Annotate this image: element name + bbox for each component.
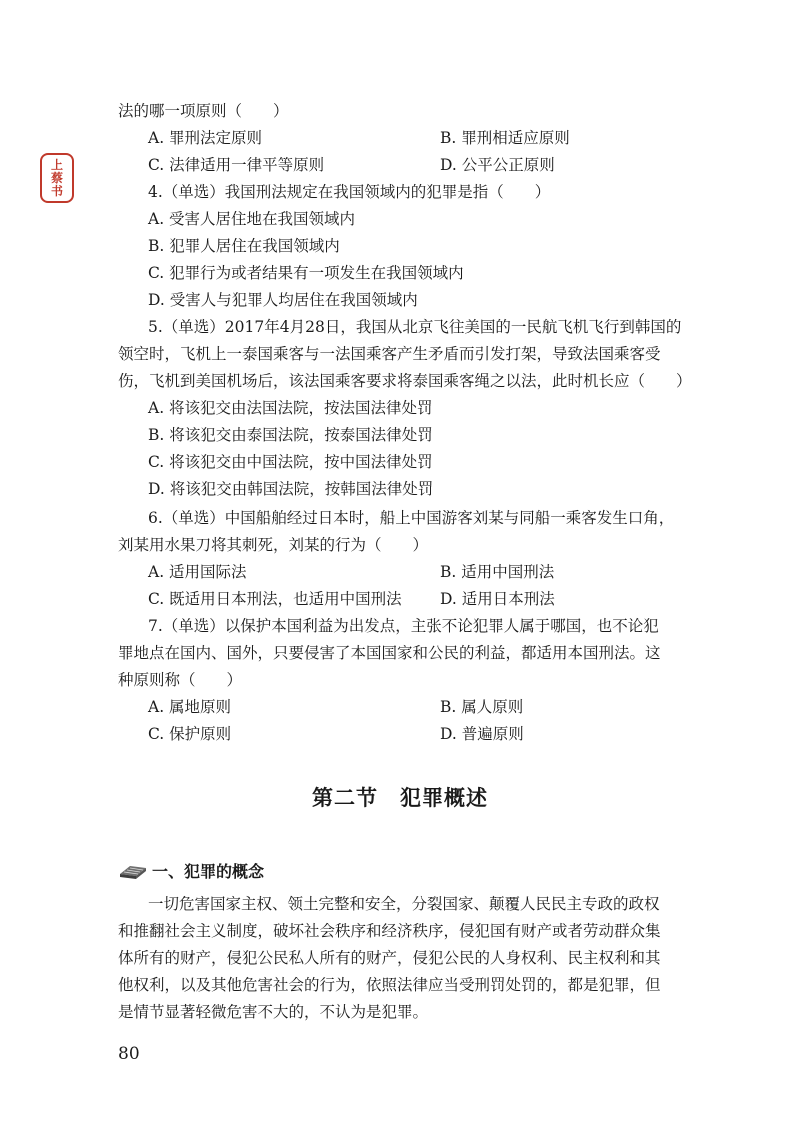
subheading [118,857,264,883]
paragraph-line: 是情节显著轻微危害不大的，不认为是犯罪。 [118,1003,429,1021]
paragraph-line: 体所有的财产，侵犯公民私人所有的财产，侵犯公民的人身权利、民主权利和其 [118,949,661,967]
option-c: C. 法律适用一律平等原则 [148,156,325,174]
option-a: A. 适用国际法 [148,563,247,581]
option-b: B. 适用中国刑法 [440,563,555,581]
option-b: B. 属人原则 [440,698,524,716]
option-b: B. 犯罪人居住在我国领域内 [148,237,340,255]
question-5-cont: 领空时，飞机上一泰国乘客与一法国乘客产生矛盾而引发打架，导致法国乘客受 [118,345,661,363]
section-title: 第二节 犯罪概述 [312,786,488,810]
option-a: A. 罪刑法定原则 [148,129,263,147]
subheading-text: 一、犯罪的概念 [152,861,265,881]
book-icon [118,860,148,880]
seal-char: 书 [50,184,63,198]
seal-char: 蔡 [50,171,63,185]
option-d: D. 受害人与犯罪人均居住在我国领域内 [148,291,418,309]
option-d: D. 将该犯交由韩国法院，按韩国法律处罚 [148,480,434,498]
question-5: 5.（单选）2017年4月28日，我国从北京飞往美国的一民航飞机飞行到韩国的 [148,318,682,336]
question-5-cont: 伤，飞机到美国机场后，该法国乘客要求将泰国乘客绳之以法，此时机长应（ ） [118,372,692,390]
paragraph-line: 和推翻社会主义制度，破坏社会秩序和经济秩序，侵犯国有财产或者劳动群众集 [118,922,661,940]
option-a: A. 受害人居住地在我国领域内 [148,210,356,228]
question-7-cont: 种原则称（ ） [118,671,243,689]
question-text: 法的哪一项原则（ ） [118,102,289,120]
option-c: C. 保护原则 [148,725,232,743]
option-d: D. 公平公正原则 [440,156,555,174]
option-a: A. 将该犯交由法国法院，按法国法律处罚 [148,399,433,417]
question-7: 7.（单选）以保护本国利益为出发点，主张不论犯罪人属于哪国，也不论犯 [148,617,659,635]
paragraph-line: 他权利，以及其他危害社会的行为，依照法律应当受刑罚处罚的，都是犯罪，但 [118,976,661,994]
question-7-cont: 罪地点在国内、国外，只要侵害了本国国家和公民的利益，都适用本国刑法。这 [118,644,661,662]
question-6-cont: 刘某用水果刀将其刺死，刘某的行为（ ） [118,536,429,554]
question-4: 4.（单选）我国刑法规定在我国领域内的犯罪是指（ ） [148,183,551,201]
seal-char: 上 [50,158,63,172]
seal-stamp [40,153,74,203]
option-a: A. 属地原则 [148,698,232,716]
option-c: C. 将该犯交由中国法院，按中国法律处罚 [148,453,433,471]
option-b: B. 将该犯交由泰国法院，按泰国法律处罚 [148,426,433,444]
option-c: C. 既适用日本刑法，也适用中国刑法 [148,590,402,608]
option-c: C. 犯罪行为或者结果有一项发生在我国领域内 [148,264,464,282]
paragraph-line: 一切危害国家主权、领土完整和安全，分裂国家、颠覆人民民主专政的政权 [148,895,660,913]
page-number: 80 [118,1044,140,1064]
option-d: D. 适用日本刑法 [440,590,555,608]
option-d: D. 普遍原则 [440,725,524,743]
question-6: 6.（单选）中国船舶经过日本时，船上中国游客刘某与同船一乘客发生口角， [148,509,675,527]
option-b: B. 罪刑相适应原则 [440,129,570,147]
